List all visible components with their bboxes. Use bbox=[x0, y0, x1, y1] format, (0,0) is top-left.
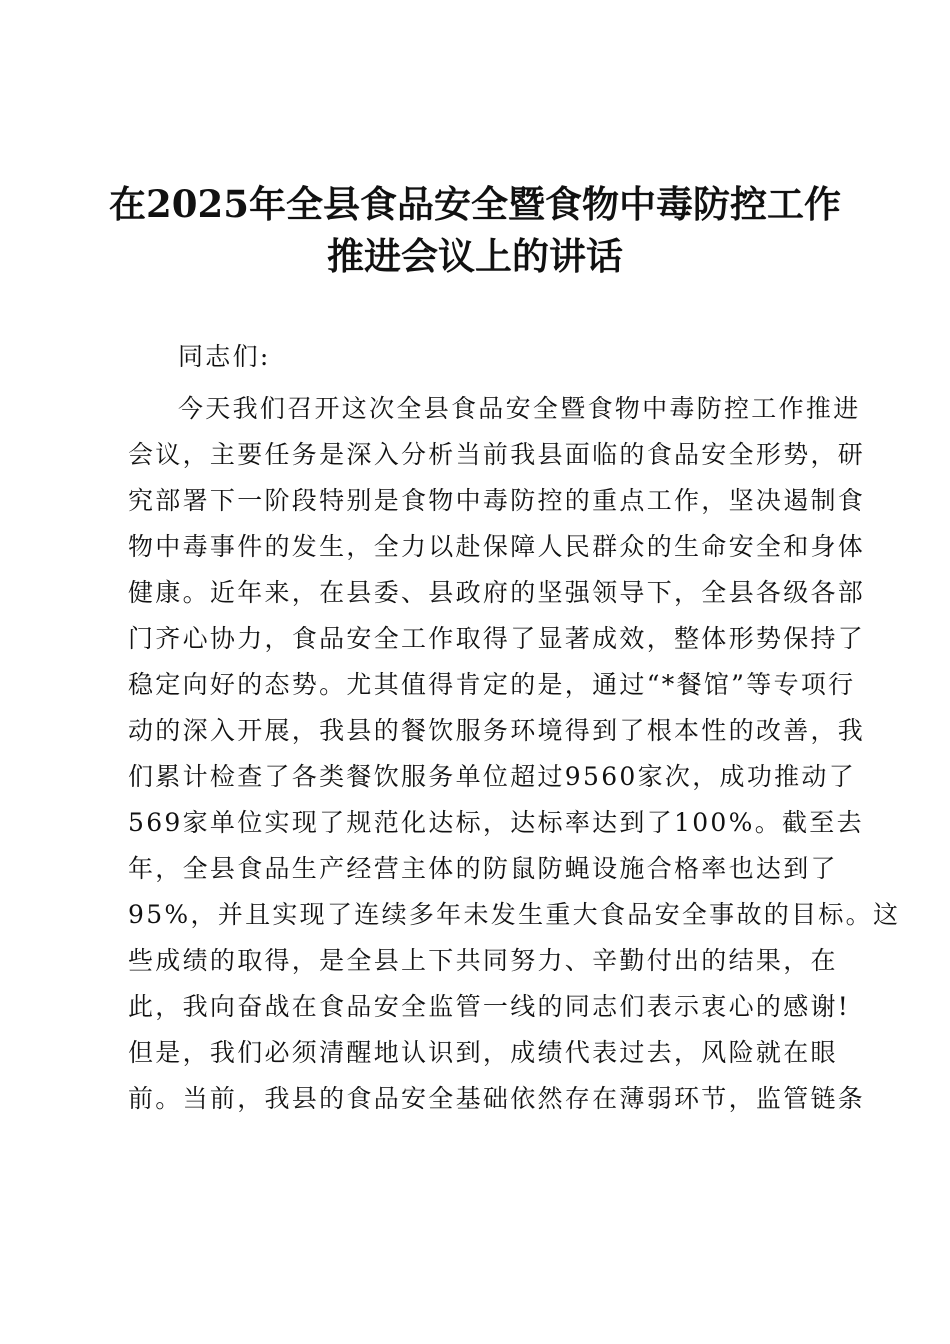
body-line-15: 但是，我们必须清醒地认识到，成绩代表过去，风险就在眼 bbox=[128, 1038, 838, 1067]
body-line-4: 物中毒事件的发生，全力以赴保障人民群众的生命安全和身体 bbox=[128, 532, 866, 561]
body-line-7: 稳定向好的态势。尤其值得肯定的是，通过“*餐馆”等专项行 bbox=[128, 670, 856, 699]
body-line-12: 95%，并且实现了连续多年未发生重大食品安全事故的目标。这 bbox=[128, 900, 901, 929]
body-line-6: 门齐心协力，食品安全工作取得了显著成效，整体形势保持了 bbox=[128, 624, 866, 653]
body-line-1: 今天我们召开这次全县食品安全暨食物中毒防控工作推进 bbox=[178, 394, 861, 423]
document-title-line-1: 在2025年全县食品安全暨食物中毒防控工作 bbox=[109, 182, 841, 226]
body-line-13: 些成绩的取得，是全县上下共同努力、辛勤付出的结果，在 bbox=[128, 946, 838, 975]
body-line-11: 年，全县食品生产经营主体的防鼠防蝇设施合格率也达到了 bbox=[128, 854, 838, 883]
body-line-9: 们累计检查了各类餐饮服务单位超过9560家次，成功推动了 bbox=[128, 762, 857, 791]
body-line-2: 会议，主要任务是深入分析当前我县面临的食品安全形势，研 bbox=[128, 440, 866, 469]
document-title-line-2: 推进会议上的讲话 bbox=[327, 234, 623, 278]
body-line-16: 前。当前，我县的食品安全基础依然存在薄弱环节，监管链条 bbox=[128, 1084, 866, 1113]
salutation: 同志们: bbox=[178, 342, 271, 371]
body-line-5: 健康。近年来，在县委、县政府的坚强领导下，全县各级各部 bbox=[128, 578, 866, 607]
body-line-3: 究部署下一阶段特别是食物中毒防控的重点工作，坚决遏制食 bbox=[128, 486, 866, 515]
body-line-14: 此，我向奋战在食品安全监管一线的同志们表示衷心的感谢! bbox=[128, 992, 851, 1021]
body-line-10: 569家单位实现了规范化达标，达标率达到了100%。截至去 bbox=[128, 808, 864, 837]
body-line-8: 动的深入开展，我县的餐饮服务环境得到了根本性的改善，我 bbox=[128, 716, 866, 745]
